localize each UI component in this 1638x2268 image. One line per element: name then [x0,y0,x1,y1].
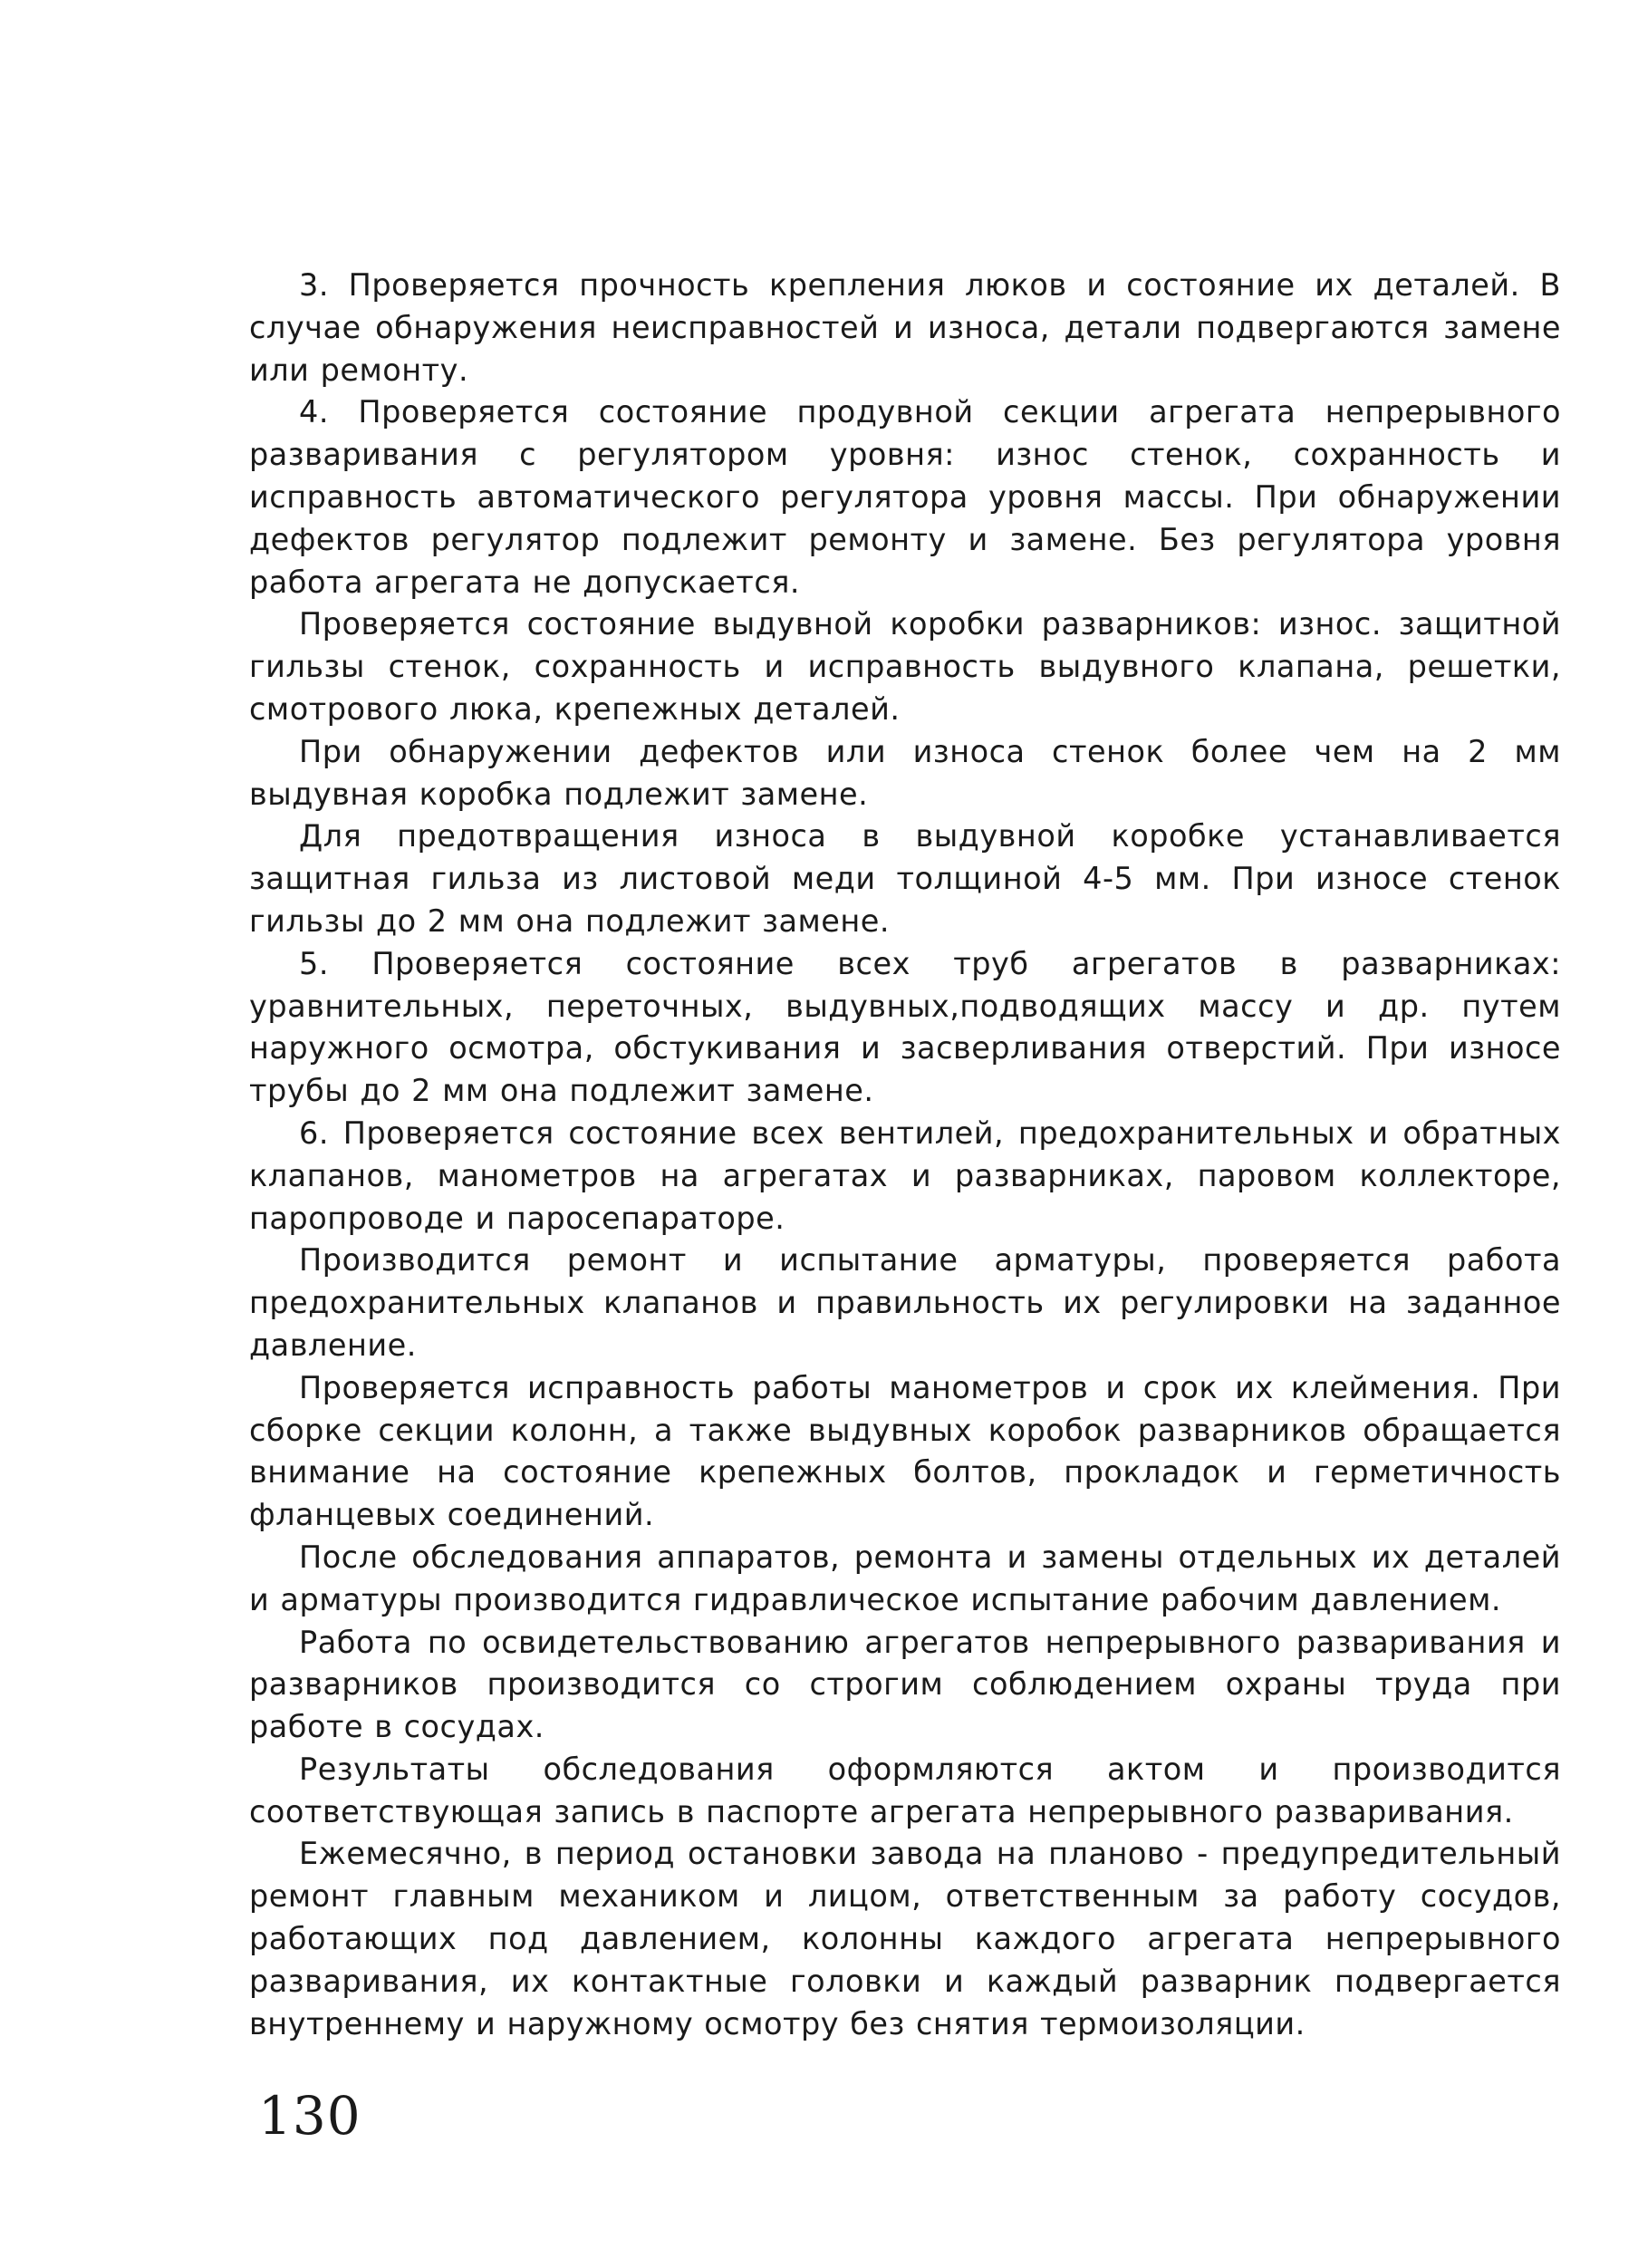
page-number: 130 [258,2085,361,2147]
paragraph-4: При обнаружении дефектов или износа стенок более чем на 2 мм выдувная коробка подлежит замене. [249,733,1561,812]
paragraph-10: После обследования аппаратов, ремонта и замены отдельных их деталей и арматуры производится гидравлическое испытание рабочим давлением. [249,1539,1561,1617]
paragraph-6: 5. Проверяется состояние всех труб агрегатов в разварниках: уравнительных, переточных, выдувных,подводящих массу и др. путем наружного осмотра, обстукивания и засверливания отверстий. При износе трубы до 2 мм она подлежит замене. [249,945,1561,1109]
paragraph-12: Результаты обследования оформляются актом и производится соответствующая запись в паспорте агрегата непрерывного разваривания. [249,1751,1561,1829]
body-text [249,265,1561,2045]
paragraph-11: Работа по освидетельствованию агрегатов непрерывного разваривания и разварников производится со строгим соблюдением охраны труда при работе в сосудах. [249,1624,1561,1745]
paragraph-5: Для предотвращения износа в выдувной коробке устанавливается защитная гильза из листовой меди толщиной 4-5 мм. При износе стенок гильзы до 2 мм она подлежит замене. [249,818,1561,939]
paragraph-8: Производится ремонт и испытание арматуры, проверяется работа предохранительных клапанов и правильность их регулировки на заданное давление. [249,1242,1561,1363]
paragraph-3: Проверяется состояние выдувной коробки разварников: износ. защитной гильзы стенок, сохранность и исправность выдувного клапана, решетки, смотрового люка, крепежных деталей. [249,606,1561,727]
paragraph-9: Проверяется исправность работы манометров и срок их клеймения. При сборке секции колонн, а также выдувных коробок разварников обращается внимание на состояние крепежных болтов, прокладок и герметичность фланцевых соединений. [249,1369,1561,1533]
paragraph-1: 3. Проверяется прочность крепления люков и состояние их деталей. В случае обнаружения неисправностей и износа, детали подвергаются замене или ремонту. [249,267,1561,388]
paragraph-13: Ежемесячно, в период остановки завода на планово - предупредительный ремонт главным механиком и лицом, ответственным за работу сосудов, работающих под давлением, колонны каждого агрегата непрерывного разваривания, их контактные головки и каждый разварник подвергается внутреннему и наружному осмотру без снятия термоизоляции. [249,1836,1561,2041]
paragraph-2: 4. Проверяется состояние продувной секции агрегата непрерывного разваривания с регулятором уровня: износ стенок, сохранность и исправность автоматического регулятора уровня массы. При обнаружении дефектов регулятор подлежит ремонту и замене. Без регулятора уровня работа агрегата не допускается. [249,394,1561,600]
paragraph-7: 6. Проверяется состояние всех вентилей, предохранительных и обратных клапанов, манометров на агрегатах и разварниках, паровом коллекторе, паропроводе и паросепараторе. [249,1115,1561,1236]
